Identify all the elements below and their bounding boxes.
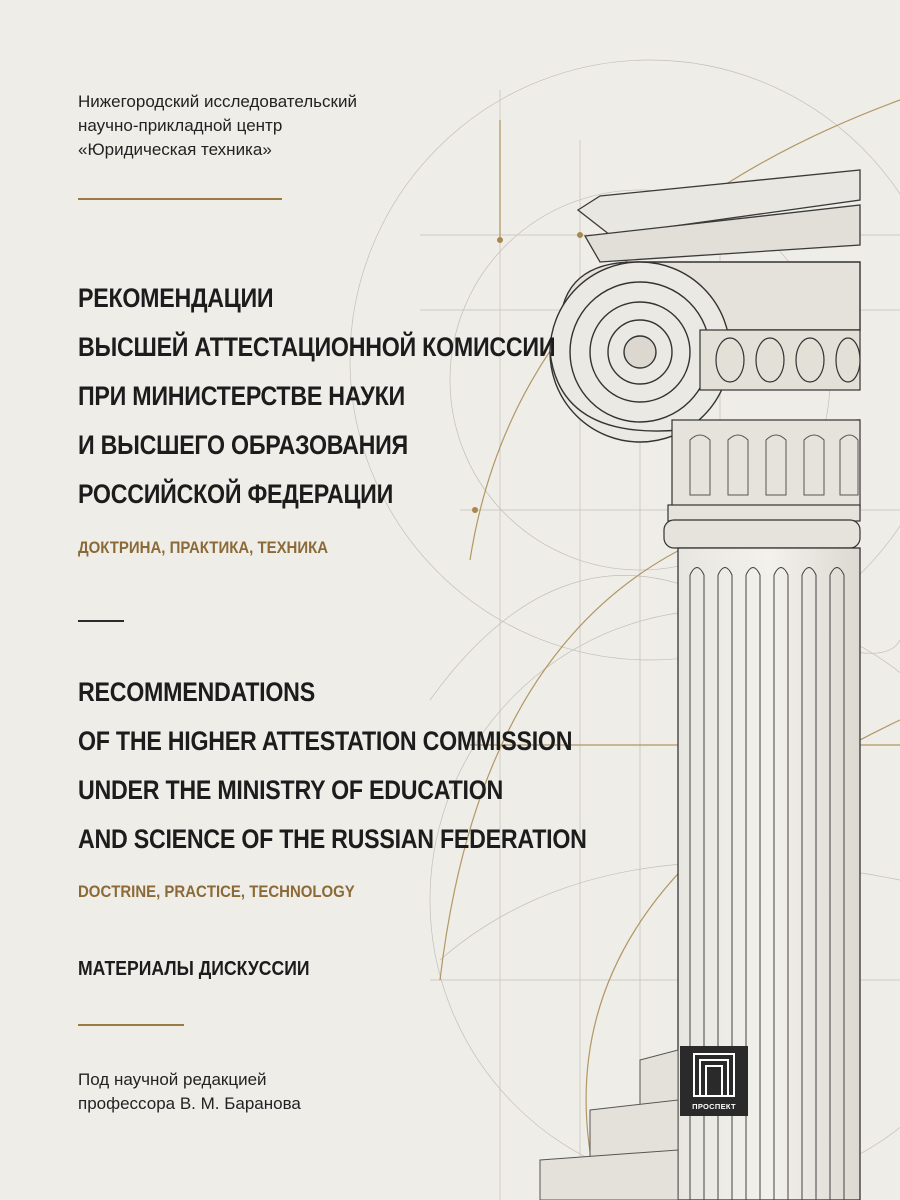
subtitle-russian: ДОКТРИНА, ПРАКТИКА, ТЕХНИКА xyxy=(78,538,329,557)
divider-middle xyxy=(78,620,124,622)
editor-line: профессора В. М. Баранова xyxy=(78,1094,301,1113)
materials-label: МАТЕРИАЛЫ ДИСКУССИИ xyxy=(78,958,310,980)
publisher-name: ПРОСПЕКТ xyxy=(692,1102,736,1111)
title-ru-line: ПРИ МИНИСТЕРСТВЕ НАУКИ xyxy=(78,381,405,411)
title-ru-line: И ВЫСШЕГО ОБРАЗОВАНИЯ xyxy=(78,430,408,460)
prospekt-logo-icon xyxy=(680,1046,748,1102)
organization-line: «Юридическая техника» xyxy=(78,140,272,159)
title-en-line: UNDER THE MINISTRY OF EDUCATION xyxy=(78,775,504,805)
title-en-line: OF THE HIGHER ATTESTATION COMMISSION xyxy=(78,726,573,756)
publisher-logo xyxy=(680,1046,748,1116)
title-ru-line: РОССИЙСКОЙ ФЕДЕРАЦИИ xyxy=(78,479,394,509)
title-ru-line: РЕКОМЕНДАЦИИ xyxy=(78,283,274,313)
organization-line: Нижегородский исследовательский xyxy=(78,92,357,111)
organization-line: научно-прикладной центр xyxy=(78,116,283,135)
title-en-line: AND SCIENCE OF THE RUSSIAN FEDERATION xyxy=(78,824,587,854)
editor-line: Под научной редакцией xyxy=(78,1070,267,1089)
subtitle-english: DOCTRINE, PRACTICE, TECHNOLOGY xyxy=(78,882,355,901)
divider-bottom xyxy=(78,1024,184,1026)
divider-top xyxy=(78,198,282,200)
title-en-line: RECOMMENDATIONS xyxy=(78,677,315,707)
title-english xyxy=(78,668,587,864)
title-russian xyxy=(78,274,555,519)
title-ru-line: ВЫСШЕЙ АТТЕСТАЦИОННОЙ КОМИССИИ xyxy=(78,332,556,362)
organization-name xyxy=(78,90,357,162)
editor-credit xyxy=(78,1068,301,1116)
